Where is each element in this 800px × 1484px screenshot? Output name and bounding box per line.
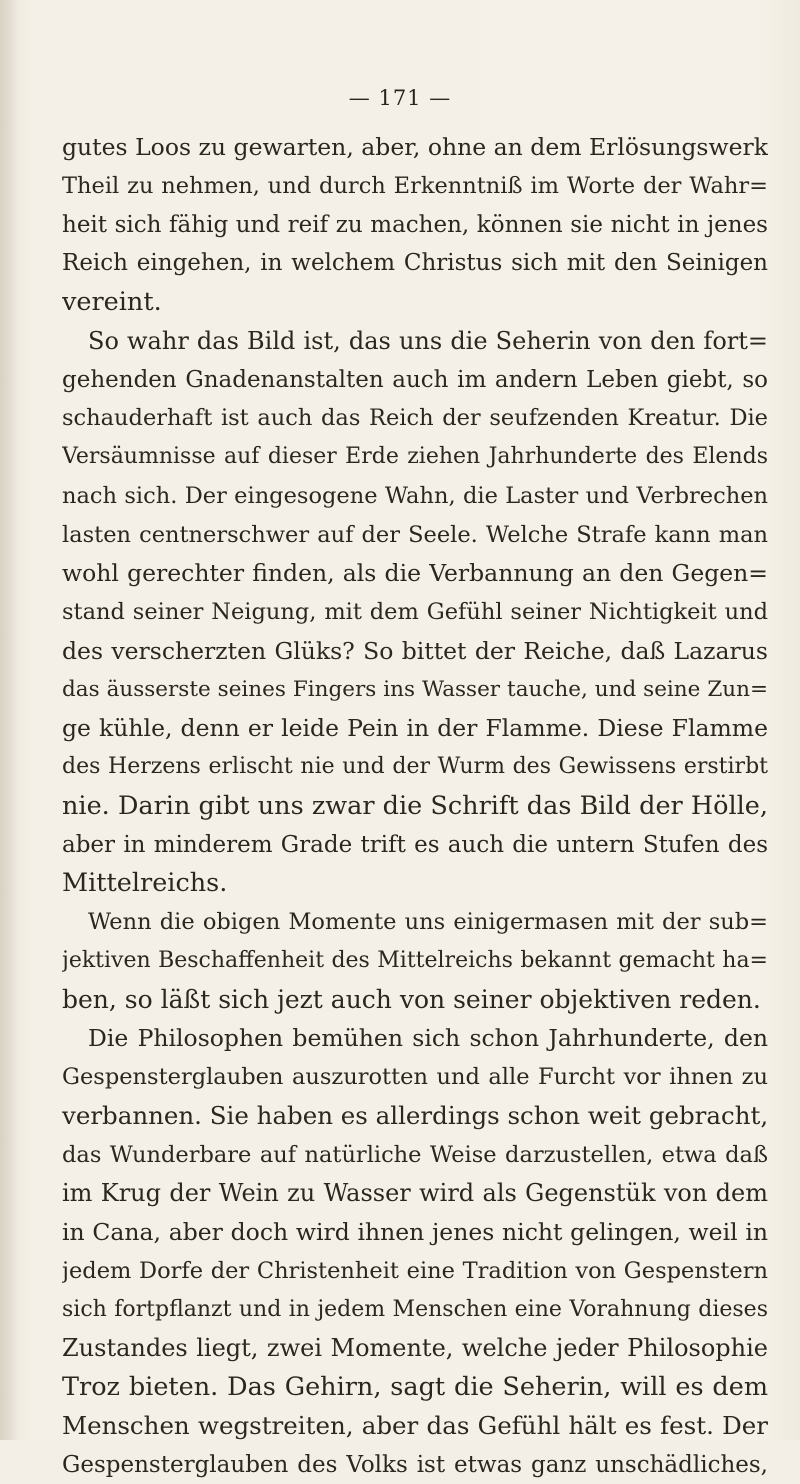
text-line: Troz bieten. Das Gehirn, sagt die Seherin, will es dem [62, 1368, 768, 1407]
text-line: das äusserste seines Fingers ins Wasser tauche, und seine Zun= [62, 671, 768, 710]
text-line: nie. Darin gibt uns zwar die Schrift das Bild der Hölle, [62, 787, 768, 826]
text-line: Theil zu nehmen, und durch Erkenntniß im Worte der Wahr= [62, 167, 768, 206]
text-line: So wahr das Bild ist, das uns die Seherin von den fort= [62, 322, 768, 361]
text-line: aber in minderem Grade trift es auch die untern Stufen des [62, 826, 768, 865]
text-line: Versäumnisse auf dieser Erde ziehen Jahrhunderte des Elends [62, 438, 768, 477]
text-line: wohl gerechter finden, als die Verbannung an den Gegen= [62, 554, 768, 593]
text-line: ben, so läßt sich jezt auch von seiner objektiven reden. [62, 981, 768, 1020]
text-line: gehenden Gnadenanstalten auch im andern Leben giebt, so [62, 361, 768, 400]
text-line: verbannen. Sie haben es allerdings schon weit gebracht, [62, 1097, 768, 1136]
text-line: Gespensterglauben auszurotten und alle Furcht vor ihnen zu [62, 1058, 768, 1097]
text-line: jedem Dorfe der Christenheit eine Tradition von Gespenstern [62, 1252, 768, 1291]
text-line: Die Philosophen bemühen sich schon Jahrhunderte, den [62, 1019, 768, 1058]
text-line: Zustandes liegt, zwei Momente, welche jeder Philosophie [62, 1329, 768, 1368]
text-line: in Cana, aber doch wird ihnen jenes nicht gelingen, weil in [62, 1213, 768, 1252]
page-gutter [0, 0, 18, 1440]
text-line: Wenn die obigen Momente uns einigermasen mit der sub= [62, 903, 768, 942]
text-line: ge kühle, denn er leide Pein in der Flamme. Diese Flamme [62, 709, 768, 748]
page-number: — 171 — [0, 86, 800, 110]
text-line: Reich eingehen, in welchem Christus sich mit den Seinigen [62, 244, 768, 283]
body-text [62, 128, 768, 1484]
text-line: lasten centnerschwer auf der Seele. Welche Strafe kann man [62, 516, 768, 555]
text-line: des Herzens erlischt nie und der Wurm des Gewissens erstirbt [62, 748, 768, 787]
text-line: vereint. [62, 283, 768, 322]
text-line: Gespensterglauben des Volks ist etwas ganz unschädliches, [62, 1446, 768, 1484]
text-line: Menschen wegstreiten, aber das Gefühl hält es fest. Der [62, 1407, 768, 1446]
text-line: schauderhaft ist auch das Reich der seufzenden Kreatur. Die [62, 399, 768, 438]
text-line: heit sich fähig und reif zu machen, können sie nicht in jenes [62, 206, 768, 245]
text-line: im Krug der Wein zu Wasser wird als Gegenstük von dem [62, 1174, 768, 1213]
text-line: des verscherzten Glüks? So bittet der Reiche, daß Lazarus [62, 632, 768, 671]
text-line: sich fortpflanzt und in jedem Menschen eine Vorahnung dieses [62, 1291, 768, 1330]
text-line: das Wunderbare auf natürliche Weise darzustellen, etwa daß [62, 1136, 768, 1175]
text-line: nach sich. Der eingesogene Wahn, die Laster und Verbrechen [62, 477, 768, 516]
text-line: jektiven Beschaffenheit des Mittelreichs bekannt gemacht ha= [62, 942, 768, 981]
text-line: Mittelreichs. [62, 864, 768, 903]
text-line: stand seiner Neigung, mit dem Gefühl seiner Nichtigkeit und [62, 593, 768, 632]
text-line: gutes Loos zu gewarten, aber, ohne an dem Erlösungswerk [62, 128, 768, 167]
